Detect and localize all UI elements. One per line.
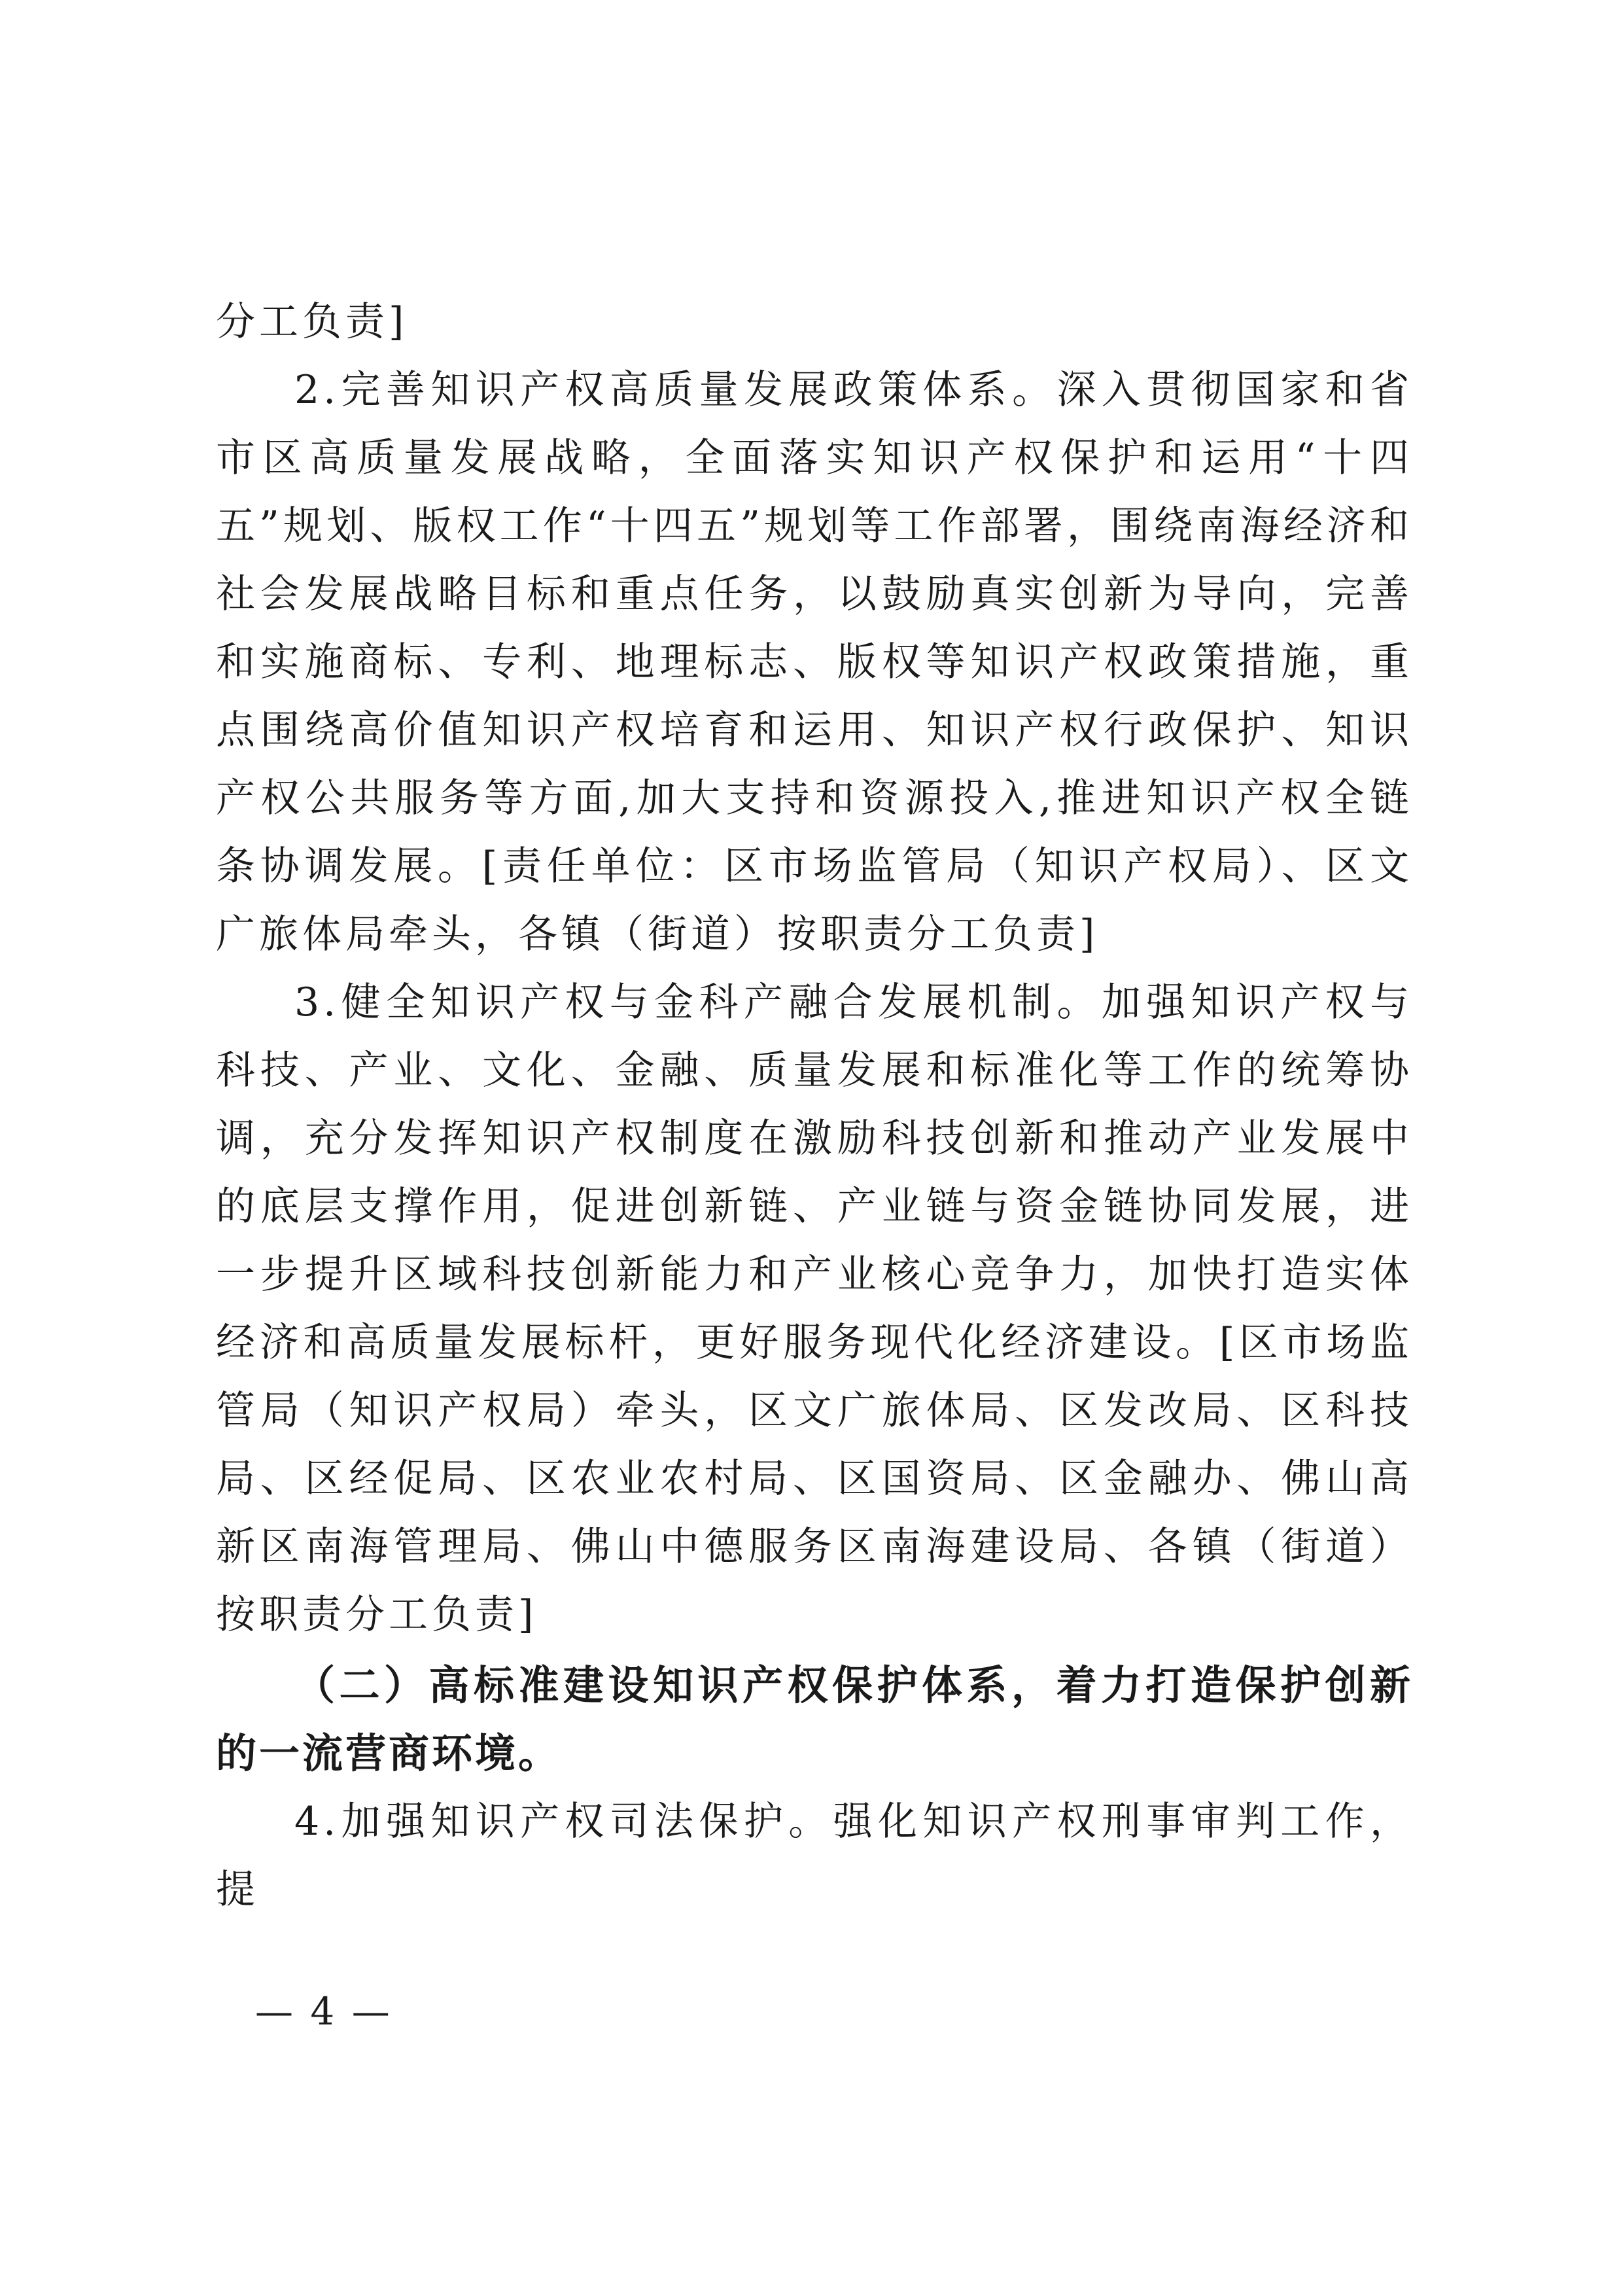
list-item-4: 4.加强知识产权司法保护。强化知识产权刑事审判工作，提 bbox=[216, 1799, 1413, 1913]
section-heading: （二）高标准建设知识产权保护体系，着力打造保护创新的一流营商环境。 bbox=[216, 1661, 1413, 1777]
page-number: — 4 — bbox=[255, 1989, 393, 2034]
document-body bbox=[216, 288, 1413, 1924]
list-item-3: 3.健全知识产权与金科产融合发展机制。加强知识产权与科技、产业、文化、金融、质量发展和标准化等工作的统筹协调，充分发挥知识产权制度在激励科技创新和推动产业发展中的底层支撑作用，促进创新链、产业链与资金链协同发展，进一步提升区域科技创新能力和产业核心竞争力，加快打造实体经济和高质量发展标杆，更好服务现代化经济建设。[区市场监管局（知识产权局）牵头，区文广旅体局、区发改局、区科技局、区经促局、区农业农村局、区国资局、区金融办、佛山高新区南海管理局、佛山中德服务区南海建设局、各镇（街道）按职责分工负责] bbox=[216, 980, 1413, 1638]
continuation-text: 分工负责] bbox=[216, 299, 408, 345]
list-item-2: 2.完善知识产权高质量发展政策体系。深入贯彻国家和省市区高质量发展战略，全面落实知识产权保护和运用“十四五”规划、版权工作“十四五”规划等工作部署，围绕南海经济和社会发展战略目标和重点任务，以鼓励真实创新为导向，完善和实施商标、专利、地理标志、版权等知识产权政策措施，重点围绕高价值知识产权培育和运用、知识产权行政保护、知识产权公共服务等方面,加大支持和资源投入,推进知识产权全链条协调发展。[责任单位：区市场监管局（知识产权局）、区文广旅体局牵头，各镇（街道）按职责分工负责] bbox=[216, 367, 1413, 957]
